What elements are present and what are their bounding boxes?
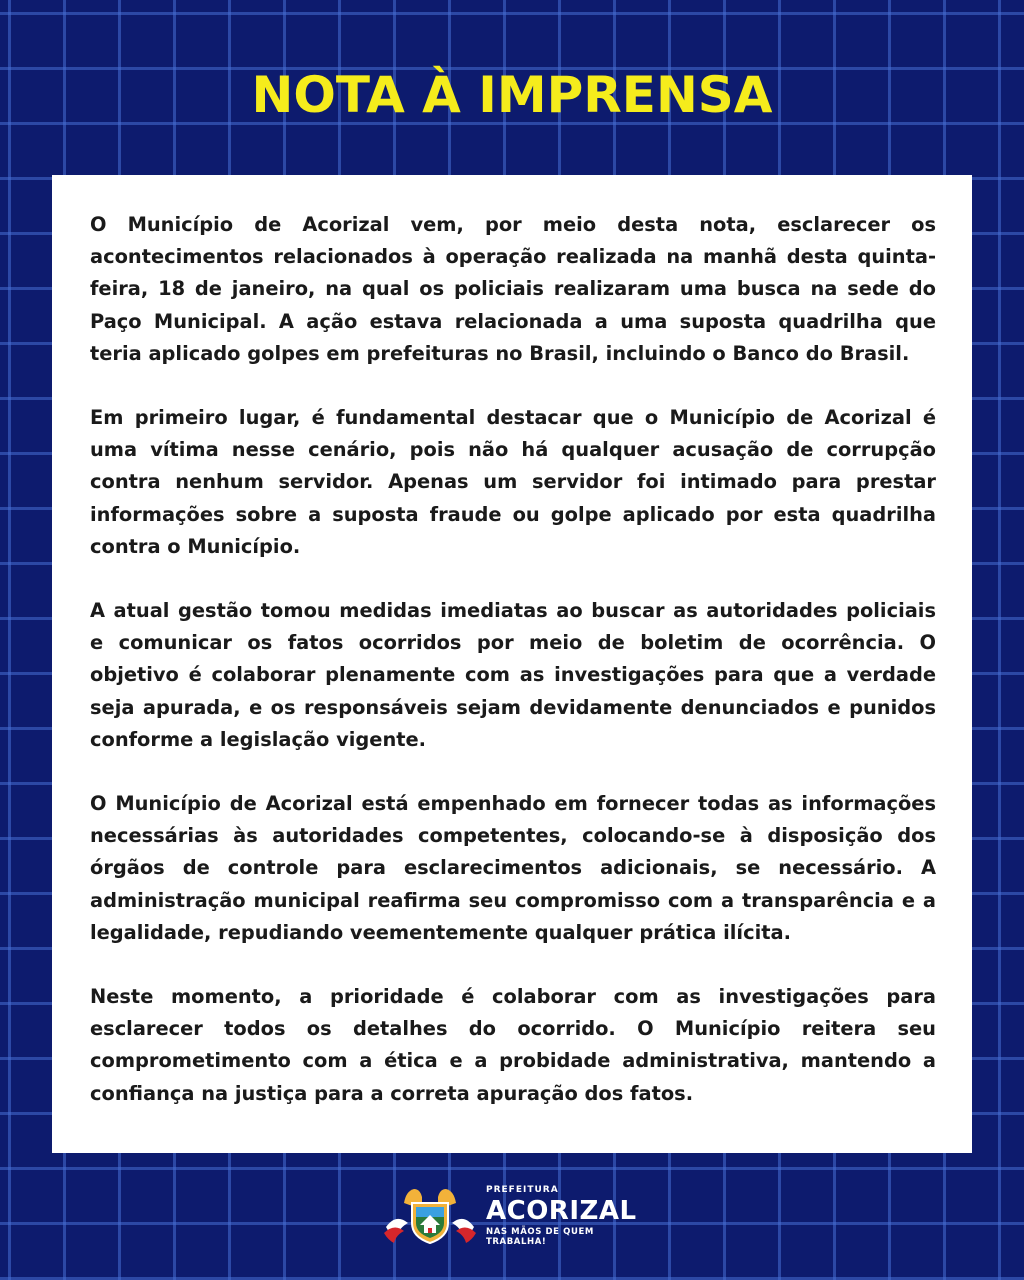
prefeitura-label: PREFEITURA [486, 1185, 559, 1195]
page-title: NOTA À IMPRENSA [251, 66, 773, 124]
paragraph-2: Em primeiro lugar, é fundamental destacar que o Município de Acorizal é uma vítima nesse cenário, pois não há qualquer acusação de corrupção contra nenhum servidor. Apenas um servidor foi intimado para prestar informações sobre a suposta fraude ou golpe aplicado por esta quadrilha contra o Município. [90, 406, 936, 558]
press-release-card [52, 175, 972, 1153]
paragraph-3: A atual gestão tomou medidas imediatas ao buscar as autoridades policiais e comunicar os fatos ocorridos por meio de boletim de ocorrência. O objetivo é colaborar plenamente com as investigações para que a verdade seja apurada, e os responsáveis sejam devidamente denunciados e punidos conforme a legislação vigente. [90, 599, 936, 751]
paragraph-5: Neste momento, a prioridade é colaborar com as investigações para esclarecer todos os detalhes do ocorrido. O Município reitera seu comprometimento com a ética e a probidade administrativa, mantendo a confiança na justiça para a correta apuração dos fatos. [90, 985, 936, 1105]
city-crest-icon [382, 1183, 478, 1245]
paragraph-4: O Município de Acorizal está empenhado em fornecer todas as informações necessárias às autoridades competentes, colocando-se à disposição dos órgãos de controle para esclarecimentos adicionais, se necessário. A administração municipal reafirma seu compromisso com a transparência e a legalidade, repudiando veementemente qualquer prática ilícita. [90, 792, 936, 944]
prefeitura-logo [382, 1183, 652, 1249]
paragraph-1: O Município de Acorizal vem, por meio desta nota, esclarecer os acontecimentos relacionados à operação realizada na manhã desta quinta-feira, 18 de janeiro, na qual os policiais realizaram uma busca na sede do Paço Municipal. A ação estava relacionada a uma suposta quadrilha que teria aplicado golpes em prefeituras no Brasil, incluindo o Banco do Brasil. [90, 213, 936, 365]
prefeitura-brand [486, 1185, 652, 1247]
city-slogan: NAS MÃOS DE QUEM TRABALHA! [486, 1227, 594, 1247]
city-name: ACORIZAL [486, 1196, 637, 1226]
